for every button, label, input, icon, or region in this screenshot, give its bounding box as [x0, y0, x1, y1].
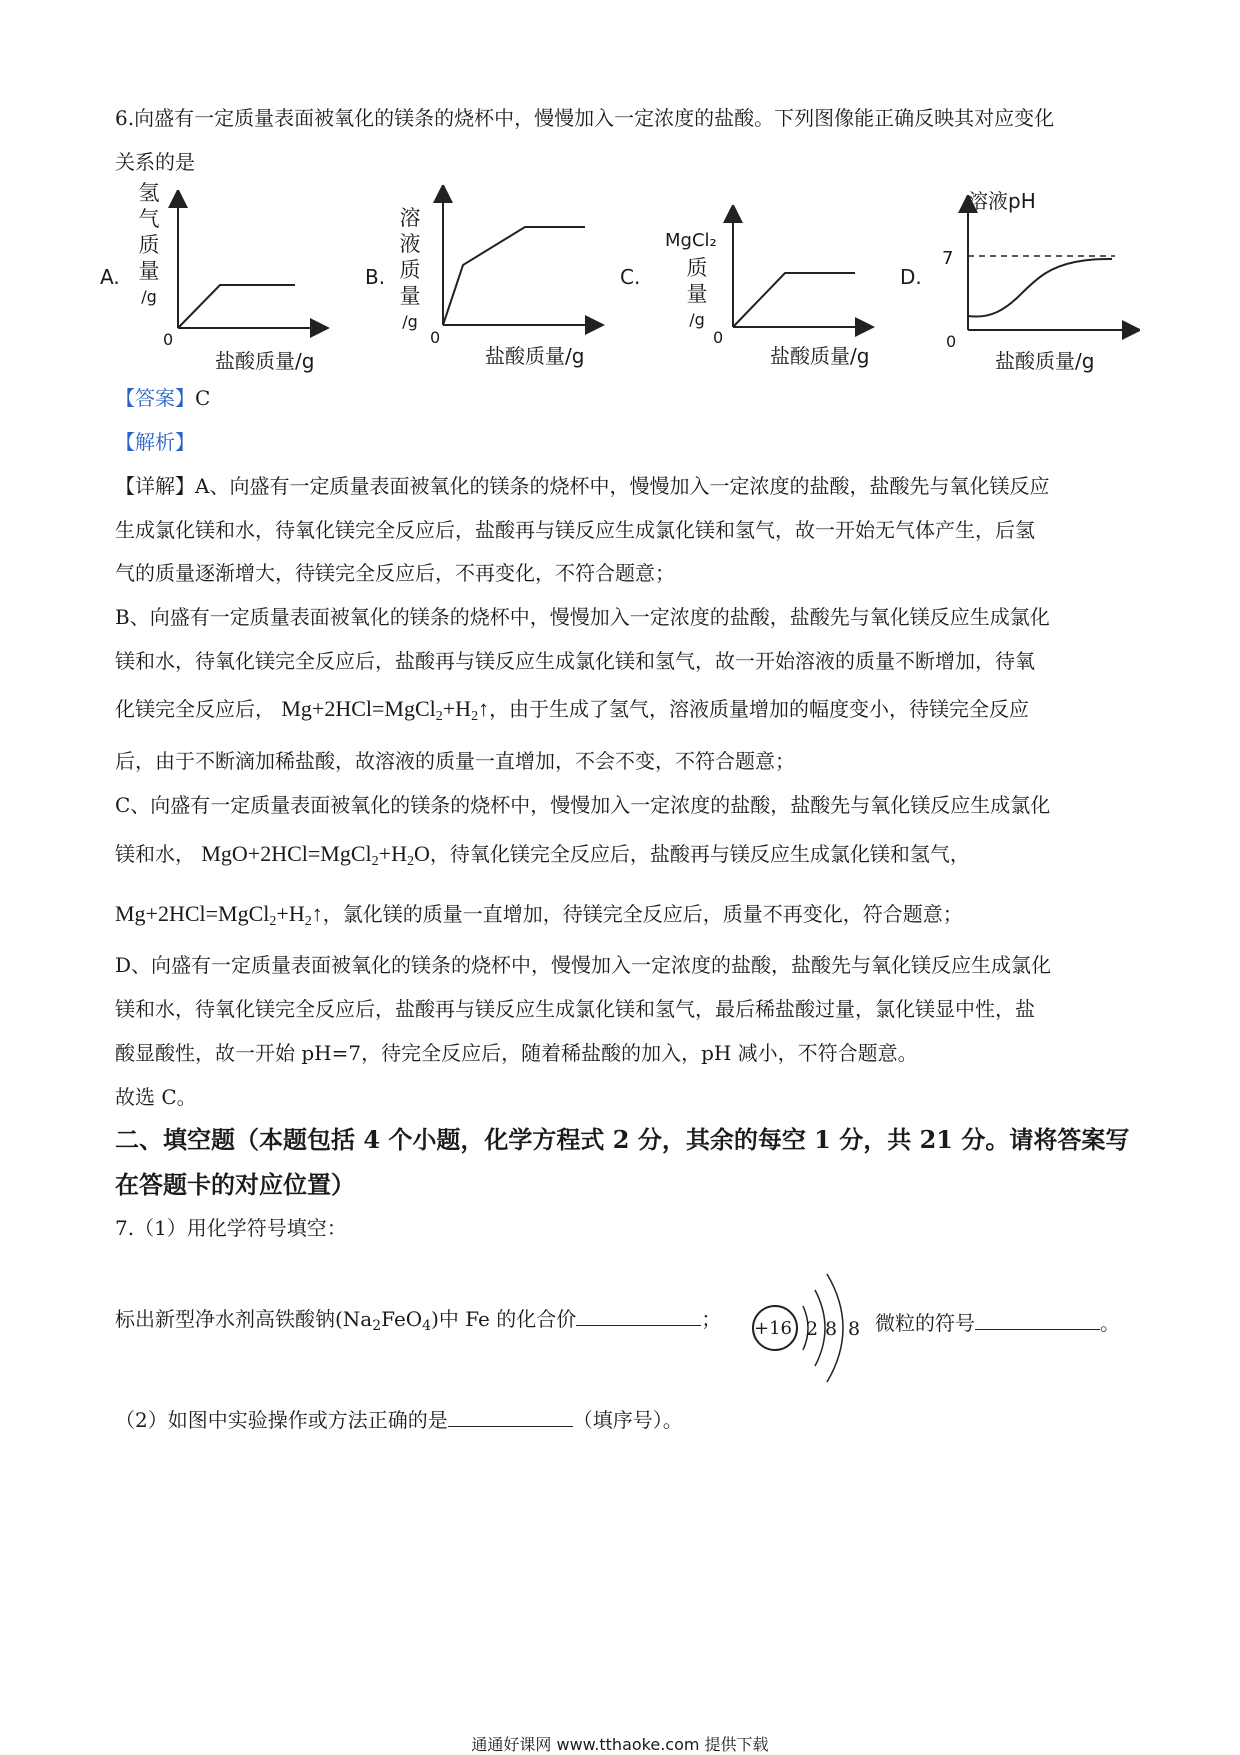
gas-arrow-icon: ↑ — [478, 696, 490, 721]
answer-line — [115, 388, 210, 408]
graph-c-plot — [715, 205, 875, 345]
detail-a-line3: 气的质量逐渐增大，待镁完全反应后，不再变化，不符合题意； — [115, 561, 675, 585]
conclusion: 故选 C。 — [115, 1085, 197, 1109]
subscript: 2 — [269, 914, 277, 929]
graph-c-curve — [733, 273, 855, 327]
detail-d-line2: 镁和水，待氧化镁完全反应后，盐酸再与镁反应生成氯化镁和氢气，最后稀盐酸过量，氯化镁显中性，盐 — [115, 997, 1035, 1021]
graph-c-ylabel-char: 量 — [686, 282, 708, 306]
graph-b-xlabel: 盐酸质量/g — [485, 344, 585, 368]
graph-d — [900, 180, 1140, 390]
equation-mgo-hcl — [201, 841, 430, 869]
q7-part1: 7.（1）用化学符号填空： — [115, 1216, 347, 1240]
particle-symbol-line — [875, 1307, 1120, 1336]
graph-a-plot — [160, 190, 330, 340]
q7-text-pre: 标出新型净水剂高铁酸钠(Na — [115, 1307, 373, 1331]
detail-b-line3-pre: 化镁完全反应后， — [115, 697, 275, 721]
graph-b-curve — [443, 227, 585, 325]
equation-mg-hcl — [281, 696, 490, 724]
subscript: 2 — [471, 709, 479, 724]
q7-part2 — [115, 1408, 683, 1430]
answer-tag: 【答案】 — [115, 386, 195, 410]
q7-text-mid1: FeO — [381, 1307, 423, 1331]
detail-b-line1: B、向盛有一定质量表面被氧化的镁条的烧杯中，慢慢加入一定浓度的盐酸，盐酸先与氧化镁反应生成氯化 — [115, 605, 1050, 629]
graph-c-ylabel-char: 质 — [686, 256, 708, 280]
q7-semicolon: ； — [701, 1307, 722, 1331]
subscript: 2 — [406, 854, 414, 869]
equation-part: O — [413, 841, 430, 866]
graph-d-ylabel-top: 溶液pH — [968, 189, 1036, 213]
graph-a-ylabel-char: 量 — [138, 259, 160, 283]
graph-b-ylabel-char: 量 — [399, 284, 421, 308]
graph-a-ylabel-char: 质 — [138, 233, 160, 257]
electron-count-shell1: 2 — [806, 1318, 819, 1340]
graph-d-origin: 0 — [946, 332, 957, 351]
equation-part: Mg+2HCl=MgCl — [115, 901, 270, 926]
atom-nucleus-charge: +16 — [754, 1318, 792, 1339]
detail-b-line2: 镁和水，待氧化镁完全反应后，盐酸再与镁反应生成氯化镁和氢气，故一开始溶液的质量不断增加，待氧 — [115, 649, 1035, 673]
graph-c-ylabel-top: MgCl₂ — [665, 230, 717, 251]
detail-c-line1: C、向盛有一定质量表面被氧化的镁条的烧杯中，慢慢加入一定浓度的盐酸，盐酸先与氧化镁反应生成氯化 — [115, 793, 1051, 817]
graph-b-ylabel-char: /g — [402, 312, 418, 331]
section2-title-line2: 在答题卡的对应位置） — [115, 1170, 355, 1199]
graph-a-xlabel: 盐酸质量/g — [215, 349, 315, 373]
graph-b-ylabel-char: 液 — [399, 232, 421, 256]
graph-a-ylabel-char: 氢 — [138, 181, 160, 205]
experiment-answer-blank[interactable] — [448, 1408, 573, 1427]
q6-stem-line2: 关系的是 — [115, 150, 195, 174]
subscript: 2 — [371, 854, 379, 869]
detail-d-line1: D、向盛有一定质量表面被氧化的镁条的烧杯中，慢慢加入一定浓度的盐酸，盐酸先与氧化镁反应生成氯化 — [115, 953, 1052, 977]
graph-c-xlabel: 盐酸质量/g — [770, 344, 870, 368]
page-footer: 通通好课网 www.tthaoke.com 提供下载 — [471, 1735, 769, 1754]
q7-part2-pre: （2）如图中实验操作或方法正确的是 — [115, 1408, 448, 1432]
graph-b-ylabel-char: 质 — [399, 258, 421, 282]
detail-a-line2: 生成氯化镁和水，待氧化镁完全反应后，盐酸再与镁反应生成氯化镁和氢气，故一开始无气体产生，后氢 — [115, 518, 1035, 542]
equation-mg-hcl-2 — [115, 901, 323, 929]
detail-c-line3-post: ，氯化镁的质量一直增加，待镁完全反应后，质量不再变化，符合题意； — [322, 902, 963, 926]
graph-d-curve — [968, 259, 1112, 317]
q6-stem-line1: 6.向盛有一定质量表面被氧化的镁条的烧杯中，慢慢加入一定浓度的盐酸。下列图像能正确反映其对应变化 — [115, 106, 1055, 130]
gas-arrow-icon: ↑ — [311, 901, 323, 926]
graph-b-option: B. — [365, 265, 386, 289]
graph-c-origin: 0 — [713, 328, 724, 347]
graph-c-option: C. — [620, 265, 641, 289]
detail-c-line2-pre: 镁和水， — [115, 842, 195, 866]
graph-a-ylabel-char: /g — [141, 287, 157, 306]
detail-tag: 【详解】 — [115, 474, 195, 498]
detail-b-line3-post: ，由于生成了氢气，溶液质量增加的幅度变小，待镁完全反应 — [489, 697, 1030, 721]
equation-part: Mg+2HCl=MgCl — [281, 696, 436, 721]
subscript: 2 — [304, 914, 312, 929]
detail-b-line3 — [115, 698, 1029, 724]
q7-fill-line — [115, 1307, 721, 1333]
subscript: 2 — [372, 1318, 382, 1334]
subscript: 2 — [435, 709, 443, 724]
detail-c-line3 — [115, 903, 963, 929]
detail-b-line4: 后，由于不断滴加稀盐酸，故溶液的质量一直增加，不会不变，不符合题意； — [115, 749, 795, 773]
answer-value: C — [195, 386, 211, 410]
graph-b — [365, 180, 605, 380]
q7-part2-post: （填序号）。 — [572, 1408, 683, 1432]
detail-a-text1: A、向盛有一定质量表面被氧化的镁条的烧杯中，慢慢加入一定浓度的盐酸，盐酸先与氧化镁反应 — [195, 474, 1050, 498]
equation-part: MgO+2HCl=MgCl — [201, 841, 372, 866]
graph-a-ylabel-char: 气 — [138, 207, 160, 231]
graph-a-curve — [178, 285, 295, 328]
graph-b-plot — [425, 185, 605, 335]
analysis-tag: 【解析】 — [115, 430, 195, 454]
electron-count-shell2: 8 — [825, 1318, 838, 1340]
particle-symbol-blank[interactable] — [975, 1311, 1100, 1330]
equation-part: +H — [378, 841, 407, 866]
graph-a — [100, 180, 330, 380]
graph-d-option: D. — [900, 265, 922, 289]
graph-a-origin: 0 — [163, 330, 174, 349]
graph-b-ylabel — [393, 205, 427, 335]
graph-c — [620, 180, 870, 380]
equation-part: +H — [276, 901, 305, 926]
valence-answer-blank[interactable] — [576, 1307, 701, 1326]
graph-d-plot — [950, 195, 1140, 345]
detail-d-line3: 酸显酸性，故一开始 pH=7，待完全反应后，随着稀盐酸的加入，pH 减小，不符合题意。 — [115, 1041, 918, 1065]
detail-a-line1 — [115, 476, 1049, 496]
subscript: 4 — [422, 1318, 432, 1334]
q7-period: 。 — [1100, 1311, 1120, 1335]
section2-title-line1: 二、填空题（本题包括 4 个小题，化学方程式 2 分，其余的每空 1 分，共 21 分。请将答案写 — [115, 1125, 1130, 1154]
graph-c-ylabel — [680, 255, 714, 333]
graph-c-ylabel-char: /g — [689, 310, 705, 329]
graph-a-option: A. — [100, 265, 120, 289]
detail-c-line2-post: ，待氧化镁完全反应后，盐酸再与镁反应生成氯化镁和氢气， — [429, 842, 970, 866]
electron-count-shell3: 8 — [848, 1318, 861, 1340]
q7-text-mid2: )中 Fe 的化合价 — [431, 1307, 577, 1331]
graph-b-origin: 0 — [430, 328, 441, 347]
graph-d-tick-7: 7 — [942, 248, 954, 269]
particle-label: 微粒的符号 — [875, 1311, 975, 1335]
graph-b-ylabel-char: 溶 — [399, 206, 421, 230]
detail-c-line2 — [115, 843, 970, 869]
equation-part: +H — [442, 696, 472, 721]
graph-d-xlabel: 盐酸质量/g — [995, 349, 1095, 373]
